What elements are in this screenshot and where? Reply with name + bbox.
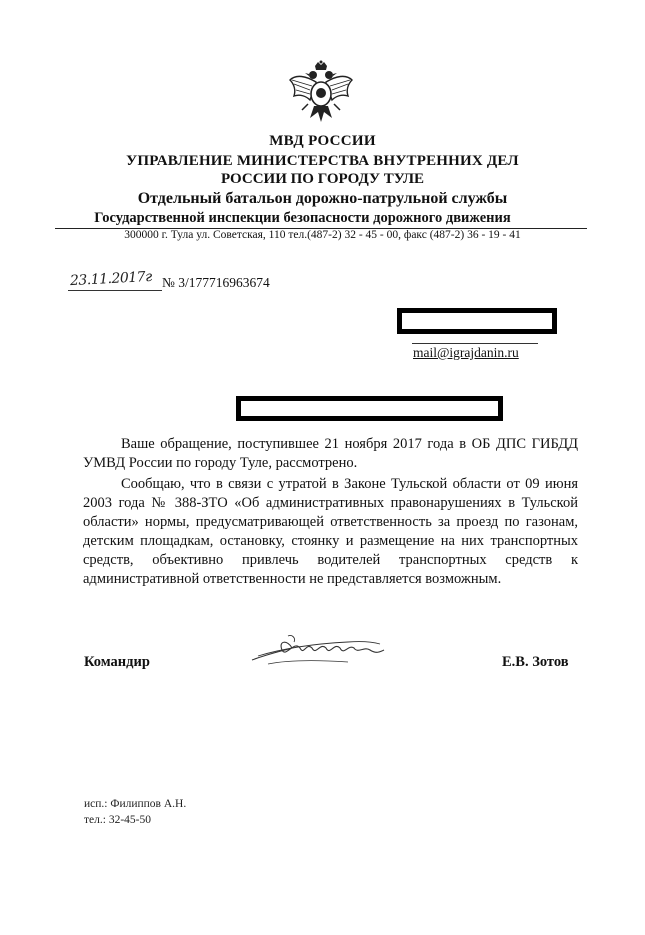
header-inspection: Государственной инспекции безопасности дорожного движения: [94, 210, 511, 226]
body-paragraph-1: Ваше обращение, поступившее 21 ноября 2017 года в ОБ ДПС ГИБДД УМВД России по городу Туле, рассмотрено.: [83, 436, 578, 471]
document-number: № 3/177716963674: [162, 275, 270, 290]
signatory-name: Е.В. Зотов: [502, 654, 569, 670]
double-headed-eagle-emblem-icon: [288, 60, 354, 128]
body-paragraph-2: Сообщаю, что в связи с утратой в Законе Тульской области от 09 июня 2003 года № 388-ЗТО «Об административных правонарушениях в Тульской области» нормы, предусматривающей ответственность за проезд по газонам, детским площадкам, остановку, стоянку и размещение на них транспортных средств, объективно привлечь водителей транспортных средств к административной ответственности не представляется возможным.: [83, 476, 578, 587]
redacted-salutation: [236, 396, 503, 421]
executor-phone: тел.: 32-45-50: [84, 814, 151, 826]
date-underline: [68, 290, 162, 291]
recipient-email: mail@igrajdanin.ru: [413, 345, 519, 360]
recipient-address-line: [412, 343, 538, 344]
handwritten-date: 23.11.2017г: [69, 268, 153, 290]
header-address: 300000 г. Тула ул. Советская, 110 тел.(487-2) 32 - 45 - 00, факс (487-2) 36 - 19 - 41: [124, 229, 521, 241]
handwritten-signature: [248, 630, 388, 670]
header-battalion: Отдельный батальон дорожно-патрульной службы: [137, 190, 508, 207]
header-department: УПРАВЛЕНИЕ МИНИСТЕРСТВА ВНУТРЕННИХ ДЕЛ: [126, 153, 519, 169]
header-city: РОССИИ ПО ГОРОДУ ТУЛЕ: [220, 171, 425, 187]
redacted-recipient-name: [397, 308, 557, 334]
signatory-role: Командир: [84, 654, 150, 670]
header-ministry: МВД РОССИИ: [269, 133, 376, 149]
executor-name: исп.: Филиппов А.Н.: [84, 798, 187, 810]
